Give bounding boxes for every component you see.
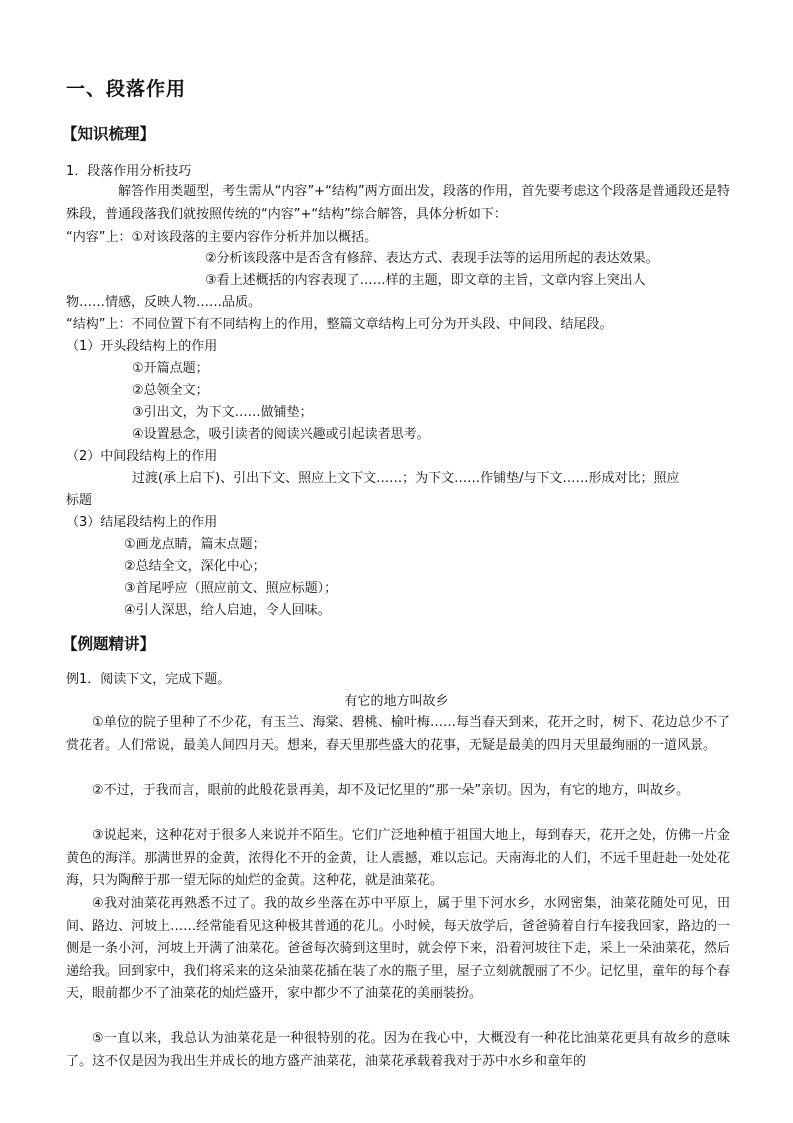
ending-title: （3）结尾段结构上的作用 xyxy=(66,515,218,530)
article-paragraph-5: ⑤一直以来，我总认为油菜花是一种很特别的花。因为在我心中，大概没有一种花比油菜花更具有故乡的意味了。这不仅是因为我出生并成长的地方盛产油菜花，油菜花承载着我对于苏中水乡和童年的 xyxy=(66,1031,730,1069)
ending-item: ③首尾呼应（照应前文、照应标题）； xyxy=(124,581,338,596)
opening-item: ①开篇点题； xyxy=(132,361,209,376)
section-knowledge-heading: 【知识梳理】 xyxy=(62,125,156,143)
content-line-1: “内容”上：①对该段落的主要内容作分析并加以概括。 xyxy=(66,230,378,245)
opening-item: ③引出文，为下文……做铺垫； xyxy=(132,405,313,420)
ending-item: ④引人深思，给人启迪，令人回味。 xyxy=(124,603,331,618)
article-paragraph-1: ①单位的院子里种了不少花，有玉兰、海棠、碧桃、榆叶梅……每当春天到来，花开之时，树下、花边总少不了赏花者。人们常说，最美人间四月天。想来，春天里那些盛大的花事，无疑是最美的四月天里最绚丽的一道风景。 xyxy=(66,715,730,753)
section-examples-heading: 【例题精讲】 xyxy=(62,635,156,653)
opening-item: ②总领全文； xyxy=(132,383,209,398)
item1-title: 1．段落作用分析技巧 xyxy=(66,164,192,179)
middle-line-b: 标题 xyxy=(66,493,93,508)
intro-paragraph: 解答作用类题型，考生需从“内容”+“结构”两方面出发，段落的作用，首先要考虑这个段落是普通段还是特殊段，普通段落我们就按照传统的“内容”+“结构”综合解答，具体分析如下： xyxy=(66,184,730,222)
opening-title: （1）开头段结构上的作用 xyxy=(66,339,218,354)
middle-title: （2）中间段结构上的作用 xyxy=(66,449,218,464)
article-title: 有它的地方叫故乡 xyxy=(344,694,449,709)
middle-line-a: 过渡(承上启下)、引出下文、照应上文下文……；为下文……作铺垫/与下文……形成对比；照应 xyxy=(132,471,680,486)
article-paragraph-3: ③说起来，这种花对于很多人来说并不陌生。它们广泛地种植于祖国大地上，每到春天，花开之处，仿佛一片金黄色的海洋。那满世界的金黄，浓得化不开的金黄，让人震撼，难以忘记。天南海北的人们，不远千里赶赴一处处花海，只为陶醉于那一望无际的灿烂的金黄。这种花，就是油菜花。 xyxy=(66,828,730,889)
article-paragraph-2: ②不过，于我而言，眼前的此般花景再美，却不及记忆里的“那一朵”亲切。因为，有它的地方，叫故乡。 xyxy=(92,783,690,798)
structure-line: “结构”上：不同位置下有不同结构上的作用，整篇文章结构上可分为开头段、中间段、结尾段。 xyxy=(66,317,613,332)
content-line-3a: ③看上述概括的内容表现了……样的主题，即文章的主旨，文章内容上突出人 xyxy=(205,273,646,288)
content-line-2: ②分析该段落中是否含有修辞、表达方式、表现手法等的运用所起的表达效果。 xyxy=(205,251,659,266)
ending-item: ②总结全文，深化中心； xyxy=(124,559,266,574)
main-heading: 一、段落作用 xyxy=(66,78,187,100)
opening-item: ④设置悬念，吸引读者的阅读兴趣或引起读者思考。 xyxy=(132,427,430,442)
example-intro: 例1．阅读下文，完成下题。 xyxy=(66,672,231,687)
ending-item: ①画龙点睛，篇末点题； xyxy=(124,537,266,552)
article-paragraph-4: ④我对油菜花再熟悉不过了。我的故乡坐落在苏中平原上，属于里下河水乡，水网密集，油菜花随处可见，田间、路边、河坡上……经常能看见这种极其普通的花儿。小时候，每天放学后，爸爸骑着自行车接我回家，路边的一侧是一条小河，河坡上开满了油菜花。爸爸每次骑到这里时，就会停下来，沿着河坡往下走，采上一朵油菜花，然后递给我。回到家中，我们将采来的这朵油菜花插在装了水的瓶子里，屋子立刻就靓丽了不少。记忆里，童年的每个春天，眼前都少不了油菜花的灿烂盛开，家中都少不了油菜花的美丽装扮。 xyxy=(66,896,730,1002)
content-line-3b: 物……情感，反映人物……品质。 xyxy=(66,295,262,310)
